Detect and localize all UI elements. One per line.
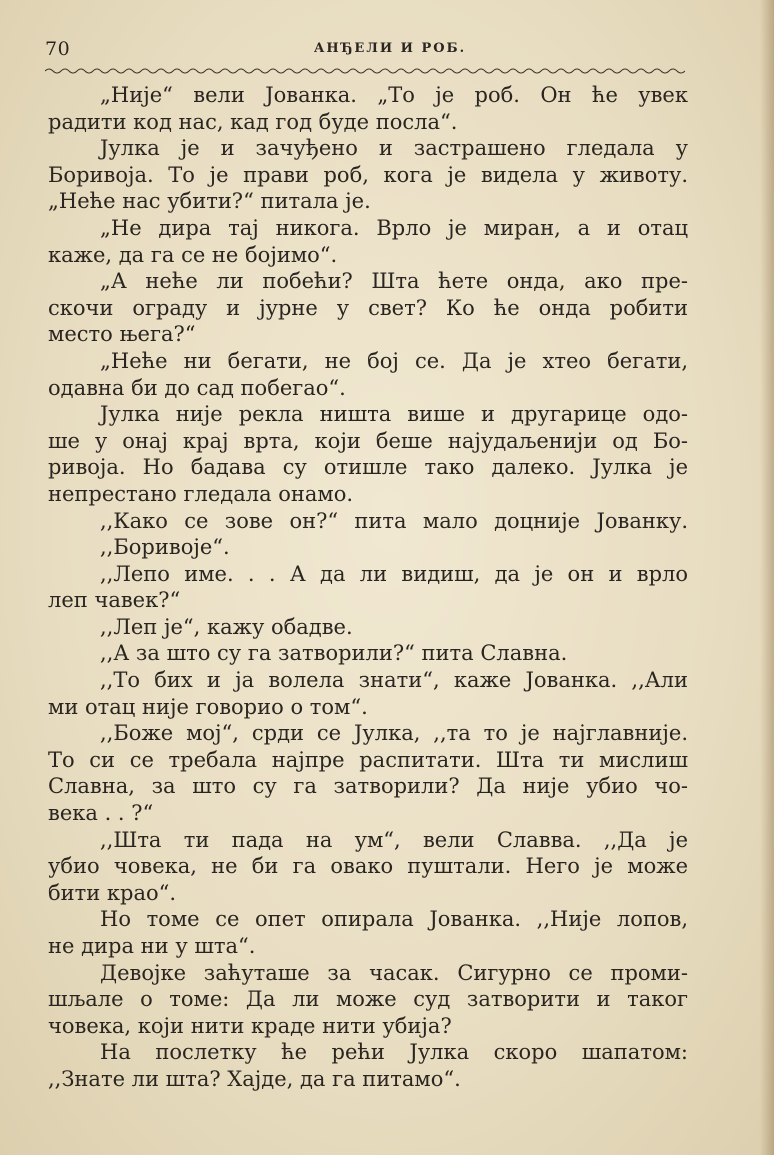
text-line: „Није“ вели Јованка. „То је роб. Он ће увек [100,83,688,107]
text-line: „Неће нас убити?“ питала је. [48,189,371,214]
text-line: скочи ограду и јурне у свет? Ко ће онда робити [48,295,688,320]
text-line: ривоја. Но бадава су отишле тако далеко. Јулка је [48,455,688,480]
text-line: шљале о томе: Да ли може суд затворити и таког [48,987,688,1012]
decorative-wavy-rule [45,66,685,76]
text-line: радити код нас, кад год буде посла“. [48,109,458,134]
text-line: Боривоја. То је прави роб, кога је видела у животу. [48,162,688,187]
body-text [48,82,688,1093]
text-line: каже, да га се не бојимо“. [48,242,338,267]
text-line: „А неће ли побећи? Шта ћете онда, ако пре- [100,269,688,294]
text-line: „Не дира тај никога. Врло је миран, а и отац [100,215,688,240]
text-line: одавна би до сад побегао“. [48,375,346,400]
running-title: АНЂЕЛИ И РОБ. [313,41,467,56]
text-line: ,,Лепо име. . . А да ли видиш, да је он и врло [100,561,688,586]
text-line: Но томе се опет опирала Јованка. ,,Није лопов, [100,907,688,932]
text-line: века . . ?“ [48,801,154,826]
text-line: бити крао“. [48,880,177,905]
text-line: То си се требала најпре распитати. Шта ти мислиш [48,747,688,772]
page-number: 70 [45,38,71,60]
text-line: човека, који нити краде нити убија? [48,1013,452,1038]
text-line: Славна, за што су га затворили? Да није убио чо- [48,774,688,799]
text-line: убио човека, не би га овако пуштали. Него је може [48,854,688,879]
page-edge-shadow [760,0,774,1155]
text-line: ше у онај крај врта, који беше најудаљенији од Бо- [48,428,688,453]
page-header [45,38,735,64]
text-line: ми отац није говорио о том“. [48,694,368,719]
text-line: непрестано гледала онамо. [48,481,354,506]
text-line: Девојке заћуташе за часак. Сигурно се проми- [100,960,688,985]
text-line: ,,Боривоје“. [100,535,230,560]
text-line: ,,То бих и ја волела знати“, каже Јованка. ,,Али [100,668,688,693]
text-line: Јулка је и зачуђено и застрашено гледала у [100,136,688,161]
text-line: „Неће ни бегати, не бој се. Да је хтео бегати, [100,348,688,373]
text-line: леп чавек?“ [48,588,181,613]
text-line: ,,Шта ти пада на ум“, вели Славва. ,,Да је [100,827,688,852]
text-line: ,,А за што су га затворили?“ пита Славна. [100,641,568,666]
text-line: ,,Како се зове он?“ пита мало доцније Јованку. [100,508,688,533]
text-line: ,,Леп је“, кажу обадве. [100,614,353,639]
text-line: не дира ни у шта“. [48,934,256,958]
text-line: ,,Знате ли шта? Хајде, да га питамо“. [48,1066,461,1091]
text-line: На послетку ће рећи Јулка скоро шапатом: [100,1040,688,1065]
text-line: место њега?“ [48,322,196,347]
text-line: Јулка није рекла ништа више и другарице одо- [100,402,688,427]
text-line: ,,Боже мој“, срди се Јулка, ,,та то је најглавније. [100,721,688,746]
